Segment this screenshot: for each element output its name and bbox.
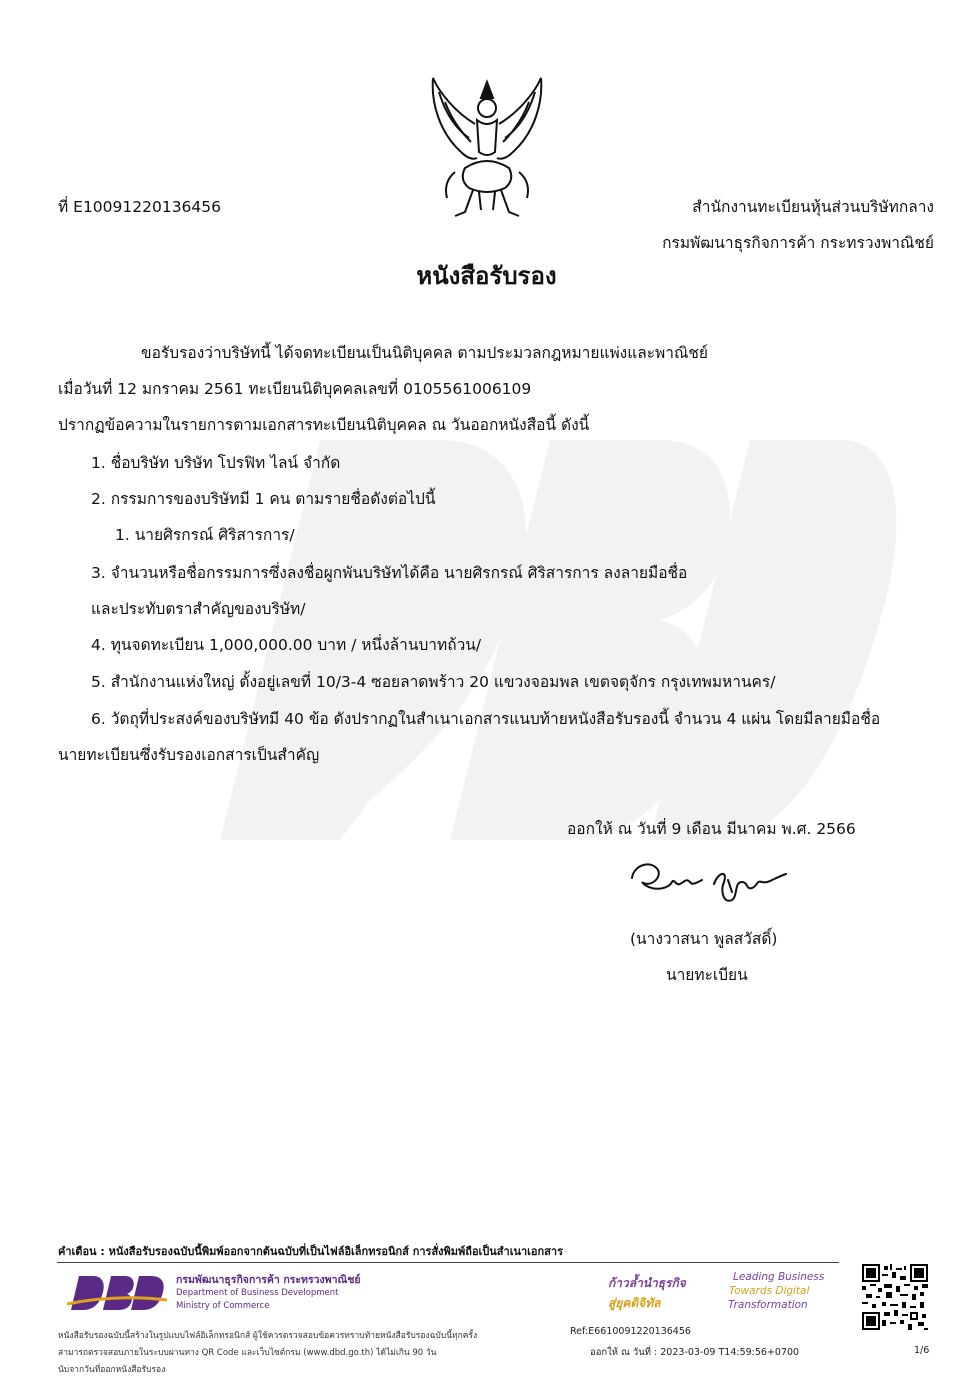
issued-timestamp: ออกให้ ณ วันที่ : 2023-03-09 T14:59:56+0700 bbox=[590, 1347, 800, 1358]
footer-divider bbox=[57, 1262, 839, 1263]
slogan-th-line-2: สู่ยุคดิจิทัล bbox=[608, 1296, 661, 1310]
registrar-signature bbox=[628, 852, 788, 908]
reference-number: Ref:E6610091220136456 bbox=[570, 1326, 691, 1337]
dbd-logo-icon bbox=[67, 1270, 167, 1314]
registrar-name: (นางวาสนา พูลสวัสดิ์) bbox=[630, 930, 778, 948]
note-line-2: สามารถตรวจสอบภายในระบบผ่านทาง QR Code และเว็บไซต์กรม (www.dbd.go.th) ได้ไม่เกิน 90 วัน bbox=[58, 1348, 437, 1358]
page-number: 1/6 bbox=[914, 1345, 930, 1356]
item-registered-capital: 4. ทุนจดทะเบียน 1,000,000.00 บาท / หนึ่งล้านบาทถ้วน/ bbox=[91, 636, 482, 654]
dept-name-en: Department of Business Development bbox=[176, 1288, 339, 1298]
dept-name-th: กรมพัฒนาธุรกิจการค้า กระทรวงพาณิชย์ bbox=[176, 1274, 361, 1286]
footer-warning: คำเตือน : หนังสือรับรองฉบับนี้พิมพ์ออกจากต้นฉบับที่เป็นไฟล์อิเล็กทรอนิกส์ การสั่งพิมพ์ถือเป็นสำเนาเอกสาร bbox=[58, 1245, 563, 1258]
item-director-1: 1. นายศิรกรณ์ ศิริสารการ/ bbox=[115, 526, 295, 544]
intro-line-1: ขอรับรองว่าบริษัทนี้ ได้จดทะเบียนเป็นนิติบุคคล ตามประมวลกฎหมายแพ่งและพาณิชย์ bbox=[141, 344, 708, 362]
garuda-emblem-icon bbox=[425, 72, 549, 224]
issued-date: ออกให้ ณ วันที่ 9 เดือน มีนาคม พ.ศ. 2566 bbox=[567, 820, 856, 838]
department-ministry: กรมพัฒนาธุรกิจการค้า กระทรวงพาณิชย์ bbox=[662, 234, 934, 252]
item-head-office: 5. สำนักงานแห่งใหญ่ ตั้งอยู่เลขที่ 10/3-4 ซอยลาดพร้าว 20 แขวงจอมพล เขตจตุจักร กรุงเทพมหานคร/ bbox=[91, 673, 776, 691]
intro-line-3: ปรากฏข้อความในรายการตามเอกสารทะเบียนนิติบุคคล ณ วันออกหนังสือนี้ ดังนี้ bbox=[58, 416, 590, 434]
ministry-name-en: Ministry of Commerce bbox=[176, 1301, 270, 1311]
note-line-1: หนังสือรับรองฉบับนี้สร้างในรูปแบบไฟล์อิเล็กทรอนิกส์ ผู้ใช้ควรตรวจสอบข้อควรทราบท้ายหนังสือรับรองฉบับนี้ทุกครั้ง bbox=[58, 1331, 478, 1341]
qr-code-icon[interactable] bbox=[862, 1264, 928, 1330]
slogan-en-line-3: Transformation bbox=[728, 1299, 808, 1311]
intro-line-2: เมื่อวันที่ 12 มกราคม 2561 ทะเบียนนิติบุคคลเลขที่ 0105561006109 bbox=[58, 380, 532, 398]
slogan-en-line-1: Leading Business bbox=[733, 1271, 825, 1283]
item-directors: 2. กรรมการของบริษัทมี 1 คน ตามรายชื่อดังต่อไปนี้ bbox=[91, 490, 436, 508]
slogan-th-line-1: ก้าวล้ำนำธุรกิจ bbox=[608, 1276, 686, 1290]
document-number: ที่ E10091220136456 bbox=[58, 198, 221, 216]
item-objectives-line-2: นายทะเบียนซึ่งรับรองเอกสารเป็นสำคัญ bbox=[58, 746, 320, 764]
page-title: หนังสือรับรอง bbox=[416, 262, 557, 290]
item-company-name: 1. ชื่อบริษัท บริษัท โปรฟิท ไลน์ จำกัด bbox=[91, 454, 341, 472]
office-name: สำนักงานทะเบียนหุ้นส่วนบริษัทกลาง bbox=[692, 198, 934, 216]
item-signing-authority-line-1: 3. จำนวนหรือชื่อกรรมการซึ่งลงชื่อผูกพันบริษัทได้คือ นายศิรกรณ์ ศิริสารการ ลงลายมือชื่อ bbox=[91, 564, 688, 582]
registrar-position: นายทะเบียน bbox=[666, 966, 748, 984]
item-signing-authority-line-2: และประทับตราสำคัญของบริษัท/ bbox=[91, 600, 306, 618]
slogan-en-line-2: Towards Digital bbox=[729, 1285, 810, 1297]
item-objectives-line-1: 6. วัตถุที่ประสงค์ของบริษัทมี 40 ข้อ ดังปรากฏในสำเนาเอกสารแนบท้ายหนังสือรับรองนี้ จำนวน 4 แผ่น โดยมีลายมือชื่อ bbox=[91, 710, 881, 728]
note-line-3: นับจากวันที่ออกหนังสือรับรอง bbox=[58, 1365, 166, 1375]
